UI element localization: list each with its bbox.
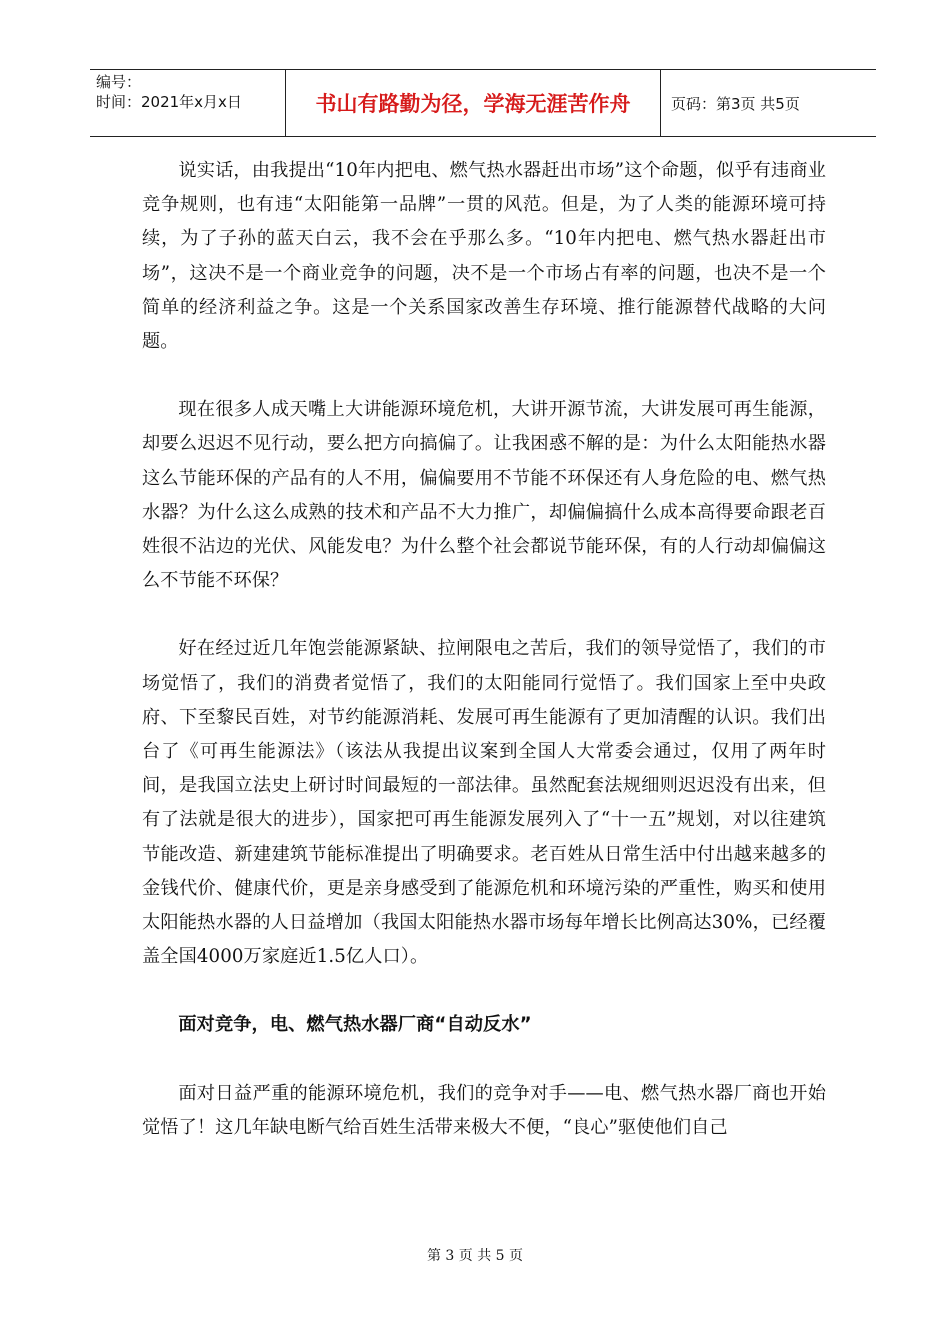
paragraph-3: 好在经过近几年饱尝能源紧缺、拉闸限电之苦后，我们的领导觉悟了，我们的市场觉悟了，我们的消费者觉悟了，我们的太阳能同行觉悟了。我们国家上至中央政府、下至黎民百姓，对节约能源消耗、发展可再生能源有了更加清醒的认识。我们出台了《可再生能源法》（该法从我提出议案到全国人大常委会通过，仅用了两年时间，是我国立法史上研讨时间最短的一部法律。虽然配套法规细则迟迟没有出来，但有了法就是很大的进步），国家把可再生能源发展列入了“十一五”规划，对以往建筑节能改造、新建建筑节能标准提出了明确要求。老百姓从日常生活中付出越来越多的金钱代价、健康代价，更是亲身感受到了能源危机和环境污染的严重性，购买和使用太阳能热水器的人日益增加（我国太阳能热水器市场每年增长比例高达30%，已经覆盖全国4000万家庭近1.5亿人口）。 (142, 638, 826, 968)
document-time-label: 时间：2021年x月x日 (96, 93, 242, 111)
header-meta (90, 70, 286, 136)
header-page-number: 页码：第3页 共5页 (671, 94, 800, 113)
document-number-label: 编号： (96, 73, 142, 91)
section-heading: 面对竞争，电、燃气热水器厂商“自动反水” (178, 1014, 532, 1036)
document-body (142, 154, 826, 1179)
paragraph-2: 现在很多人成天嘴上大讲能源环境危机，大讲开源节流，大讲发展可再生能源，却要么迟迟不见行动，要么把方向搞偏了。让我困惑不解的是：为什么太阳能热水器这么节能环保的产品有的人不用，偏偏要用不节能不环保还有人身危险的电、燃气热水器？为什么这么成熟的技术和产品不大力推广，却偏偏搞什么成本高得要命跟老百姓很不沾边的光伏、风能发电？为什么整个社会都说节能环保，有的人行动却偏偏这么不节能不环保？ (142, 399, 826, 592)
page-footer: 第 3 页 共 5 页 (426, 1248, 524, 1264)
paragraph-1: 说实话，由我提出“10年内把电、燃气热水器赶出市场”这个命题，似乎有违商业竞争规则，也有违“太阳能第一品牌”一贯的风范。但是，为了人类的能源环境可持续，为了子孙的蓝天白云，我不会在乎那么多。“10年内把电、燃气热水器赶出市场”，这决不是一个商业竞争的问题，决不是一个市场占有率的问题，也决不是一个简单的经济利益之争。这是一个关系国家改善生存环境、推行能源替代战略的大问题。 (142, 160, 826, 353)
page-header (90, 69, 876, 137)
paragraph-4: 面对日益严重的能源环境危机，我们的竞争对手——电、燃气热水器厂商也开始觉悟了！这几年缺电断气给百姓生活带来极大不便，“良心”驱使他们自己 (142, 1082, 826, 1138)
header-motto: 书山有路勤为径，学海无涯苦作舟 (286, 70, 661, 136)
